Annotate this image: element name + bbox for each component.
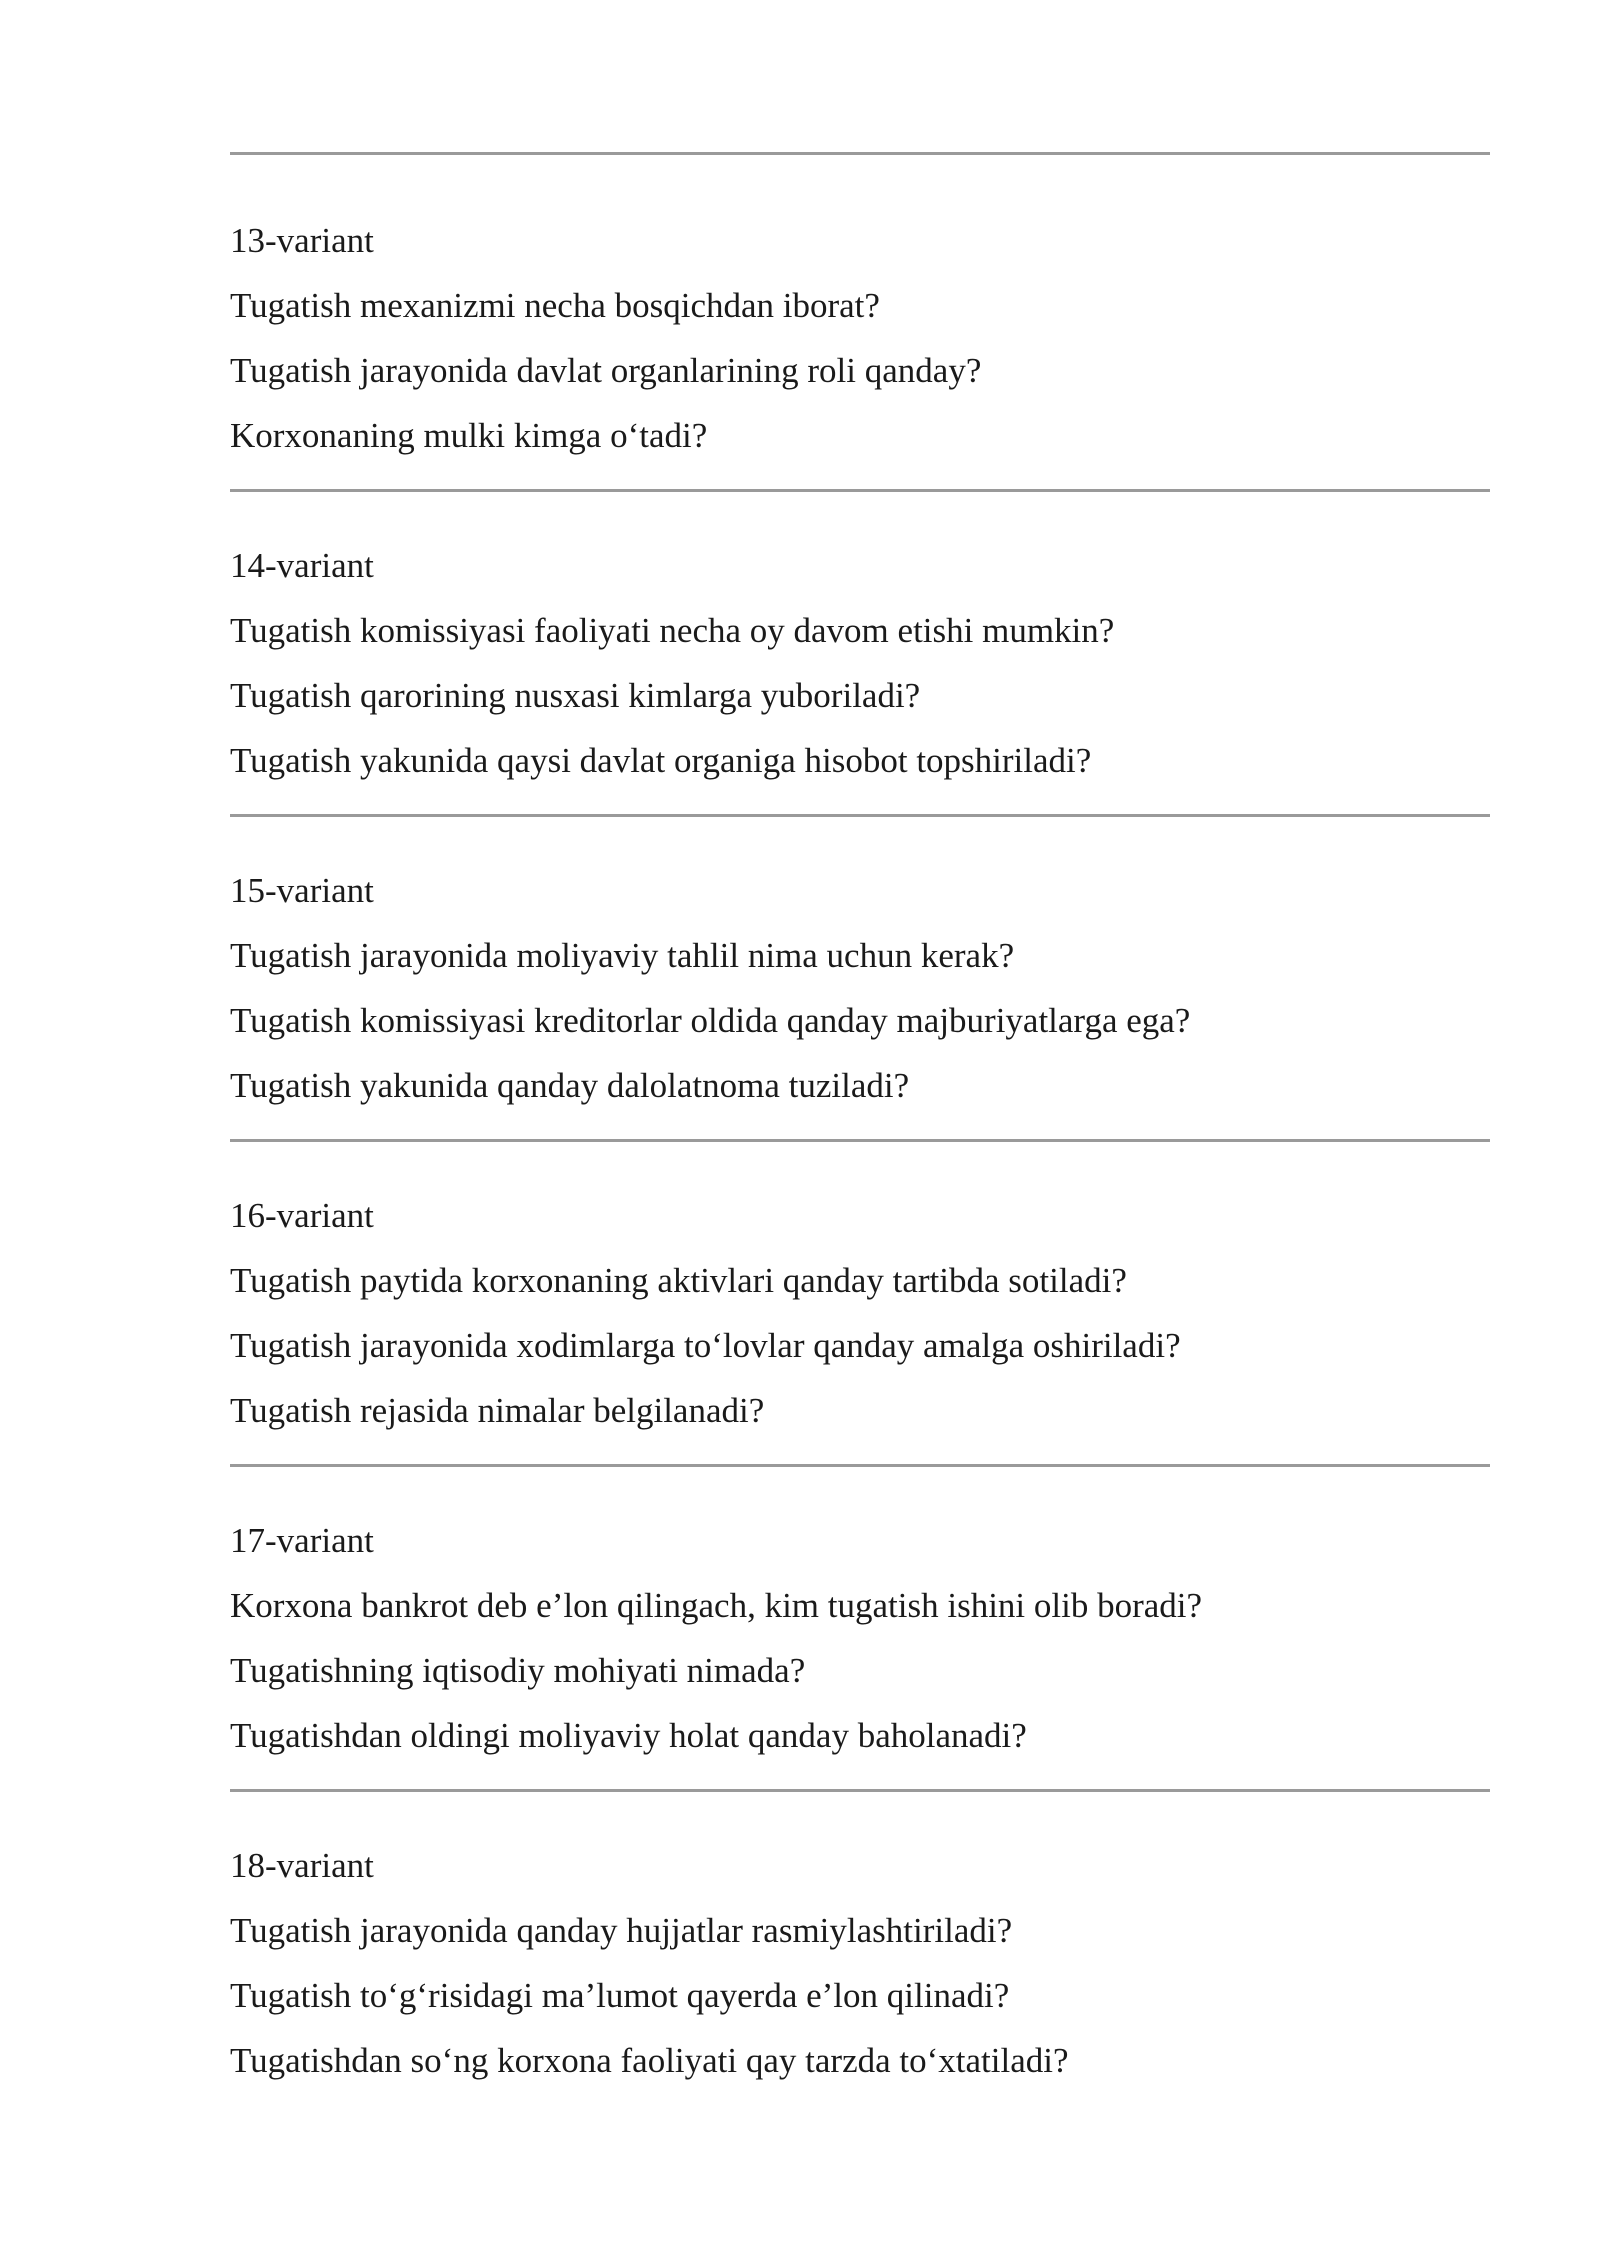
section-divider xyxy=(230,1139,1490,1142)
variant-title: 15-variant xyxy=(230,871,374,910)
variant-title: 18-variant xyxy=(230,1846,374,1885)
question: Tugatish yakunida qaysi davlat organiga hisobot topshiriladi? xyxy=(230,741,1092,780)
question: Tugatish jarayonida davlat organlarining roli qanday? xyxy=(230,351,982,390)
question: Tugatish jarayonida qanday hujjatlar rasmiylashtiriladi? xyxy=(230,1911,1013,1950)
question: Tugatishdan oldingi moliyaviy holat qanday baholanadi? xyxy=(230,1716,1027,1755)
variant-block-17 xyxy=(230,1508,1490,1792)
question: Tugatish jarayonida moliyaviy tahlil nima uchun kerak? xyxy=(230,936,1015,975)
question: Korxona bankrot deb e’lon qilingach, kim tugatish ishini olib boradi? xyxy=(230,1586,1203,1625)
variant-title: 17-variant xyxy=(230,1521,374,1560)
question: Tugatish komissiyasi faoliyati necha oy davom etishi mumkin? xyxy=(230,611,1115,650)
question: Tugatishdan so‘ng korxona faoliyati qay tarzda to‘xtatiladi? xyxy=(230,2041,1069,2080)
question: Tugatish yakunida qanday dalolatnoma tuziladi? xyxy=(230,1066,910,1105)
question: Tugatish qarorining nusxasi kimlarga yuboriladi? xyxy=(230,676,921,715)
question: Tugatish komissiyasi kreditorlar oldida qanday majburiyatlarga ega? xyxy=(230,1001,1191,1040)
section-divider xyxy=(230,1789,1490,1792)
variant-block-14 xyxy=(230,533,1490,817)
question: Tugatish mexanizmi necha bosqichdan iborat? xyxy=(230,286,880,325)
question: Tugatishning iqtisodiy mohiyati nimada? xyxy=(230,1651,806,1690)
section-divider xyxy=(230,489,1490,492)
section-divider xyxy=(230,1464,1490,1467)
question: Tugatish jarayonida xodimlarga to‘lovlar qanday amalga oshiriladi? xyxy=(230,1326,1181,1365)
variant-block-16 xyxy=(230,1183,1490,1467)
variant-block-15 xyxy=(230,858,1490,1142)
question: Tugatish rejasida nimalar belgilanadi? xyxy=(230,1391,765,1430)
variant-title: 14-variant xyxy=(230,546,374,585)
question: Tugatish paytida korxonaning aktivlari qanday tartibda sotiladi? xyxy=(230,1261,1127,1300)
variant-block-18 xyxy=(230,1833,1490,2093)
question: Tugatish to‘g‘risidagi ma’lumot qayerda e’lon qilinadi? xyxy=(230,1976,1010,2015)
section-divider xyxy=(230,814,1490,817)
variant-title: 13-variant xyxy=(230,221,374,260)
top-divider xyxy=(230,152,1490,155)
variant-block-13 xyxy=(230,208,1490,492)
variant-title: 16-variant xyxy=(230,1196,374,1235)
question: Korxonaning mulki kimga o‘tadi? xyxy=(230,416,708,455)
